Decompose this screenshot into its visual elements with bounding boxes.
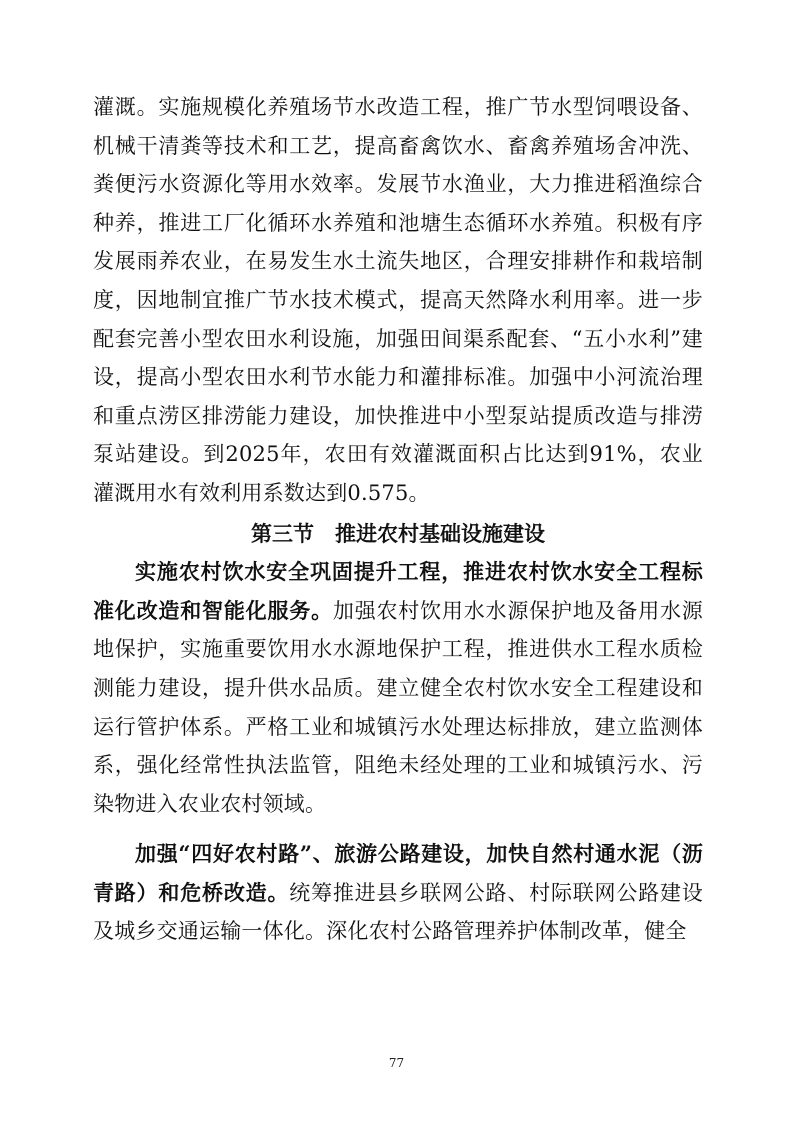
section-number: 第三节 xyxy=(251,521,314,546)
section-heading xyxy=(93,515,703,554)
document-page xyxy=(93,88,703,951)
paragraph-lead-bold: 实施农村饮水安全巩固提升工程，推进农村饮水安全工程标准化改造和智能化服务。 xyxy=(93,559,703,623)
paragraph-rural-roads xyxy=(93,835,703,951)
paragraph-text: 统筹推进县乡联网公路、村际联网公路建设及城乡交通运输一体化。深化农村公路管理养护体制改革，健全 xyxy=(93,880,703,944)
paragraph-text: 加强农村饮用水水源保护地及备用水源地保护，实施重要饮用水水源地保护工程，推进供水工程水质检测能力建设，提升供水品质。建立健全农村饮水安全工程建设和运行管护体系。严格工业和城镇污水处理达标排放，建立监测体系，强化经常性执法监管，阻绝未经处理的工业和城镇污水、污染物进入农业农村领域。 xyxy=(93,598,704,816)
paragraph-lead-bold: 加强“四好农村路”、旅游公路建设，加快自然村通水泥（沥青路）和危桥改造。 xyxy=(93,841,703,905)
paragraph-text: 灌溉。实施规模化养殖场节水改造工程，推广节水型饲喂设备、机械干清粪等技术和工艺，提高畜禽饮水、畜禽养殖场舍冲洗、粪便污水资源化等用水效率。发展节水渔业，大力推进稻渔综合种养，推进工厂化循环水养殖和池塘生态循环水养殖。积极有序发展雨养农业，在易发生水土流失地区，合理安排耕作和栽培制度，因地制宜推广节水技术模式，提高天然降水利用率。进一步配套完善小型农田水利设施，加强田间渠系配套、“五小水利”建设，提高小型农田水利节水能力和灌排标准。加强中小河流治理和重点涝区排涝能力建设，加快推进中小型泵站提质改造与排涝泵站建设。到2025年，农田有效灌溉面积占比达到91%，农业灌溉用水有效利用系数达到0.575。 xyxy=(93,95,703,505)
paragraph-spacer xyxy=(93,823,703,835)
section-title: 推进农村基础设施建设 xyxy=(335,521,545,546)
paragraph-rural-drinking-water xyxy=(93,553,703,823)
paragraph-irrigation-continuation xyxy=(93,88,703,513)
page-number: 77 xyxy=(388,1056,405,1070)
